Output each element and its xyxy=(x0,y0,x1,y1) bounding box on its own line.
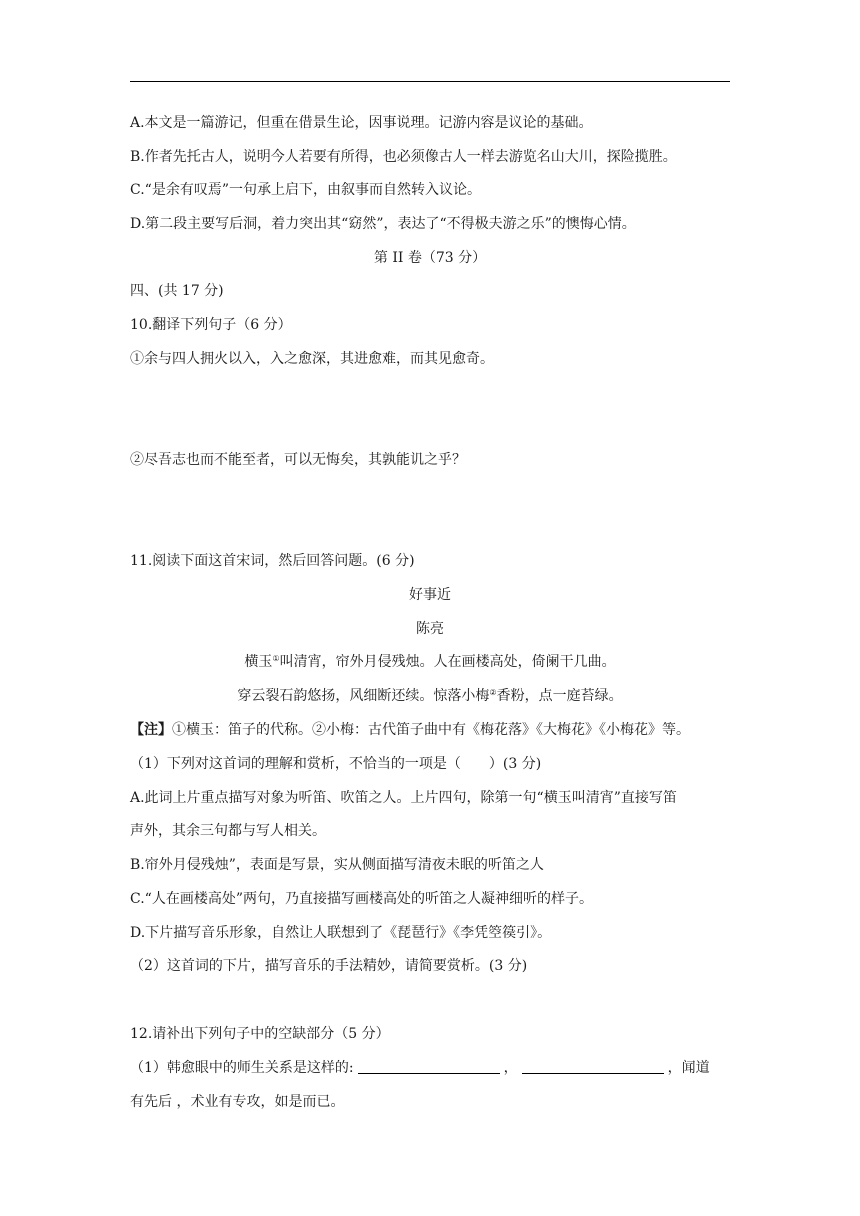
q12-line-2: 有先后 ，术业有专攻，如是而已。 xyxy=(130,1094,345,1110)
q12-line-1-prefix: （1）韩愈眼中的师生关系是这样的: xyxy=(130,1060,354,1076)
poem-line-1-a: 横玉 xyxy=(244,654,273,670)
q12-line-1-suffix: ，闻道 xyxy=(667,1060,710,1076)
q9-option-a: A.本文是一篇游记，但重在借景生论，因事说理。记游内容是议论的基础。 xyxy=(130,115,593,131)
q10-sentence-2: ②尽吾志也而不能至者，可以无悔矣，其孰能讥之乎？ xyxy=(130,452,466,468)
q12-line-1 xyxy=(130,1058,710,1078)
poem-line-1-b: 叫清宵，帘外月侵残烛。人在画楼高处，倚阑干几曲。 xyxy=(279,654,616,670)
footnote-ref-2: ② xyxy=(489,688,497,697)
note-label: 【注】 xyxy=(130,722,172,738)
poem-title: 好事近 xyxy=(409,587,451,603)
poem-author: 陈亮 xyxy=(416,621,444,637)
footnote-ref-1: ① xyxy=(272,654,280,663)
q12-sep: ， xyxy=(503,1060,518,1076)
poem-line-2-a: 穿云裂石韵悠扬，风细断还续。惊落小梅 xyxy=(237,688,490,704)
q11-sub1: （1）下列对这首词的理解和赏析，不恰当的一项是（ ）(3 分) xyxy=(130,756,542,772)
q12-title: 12.请补出下列句子中的空缺部分（5 分） xyxy=(130,1026,390,1042)
q9-option-c: C.“是余有叹焉”一句承上启下，由叙事而自然转入议论。 xyxy=(130,182,481,198)
q11-sub2: （2）这首词的下片，描写音乐的手法精妙，请简要赏析。(3 分) xyxy=(130,958,528,974)
header-rule xyxy=(130,81,730,82)
poem-line-1 xyxy=(130,652,730,672)
q11-title: 11.阅读下面这首宋词，然后回答问题。(6 分) xyxy=(130,553,415,569)
q11-option-b: B.帘外月侵残烛”，表面是写景，实从侧面描写清夜未眠的听笛之人 xyxy=(130,857,544,873)
poem-line-2-b: 香粉，点一庭苔绿。 xyxy=(496,688,623,704)
section4-title: 四、(共 17 分) xyxy=(130,283,224,299)
q10-title: 10.翻译下列句子（6 分） xyxy=(130,317,292,333)
q11-option-a-line2: 声外，其余三句都与写人相关。 xyxy=(130,823,326,839)
poem-note xyxy=(130,720,690,740)
q11-option-c: C.“人在画楼高处”两句，乃直接描写画楼高处的听笛之人凝神细听的样子。 xyxy=(130,891,593,907)
q11-option-a-line1: A.此词上片重点描写对象为听笛、吹笛之人。上片四句，除第一句“横玉叫清宵”直接写笛 xyxy=(130,790,677,806)
fill-blank-1[interactable] xyxy=(358,1059,500,1074)
q10-sentence-1: ①余与四人拥火以入，入之愈深，其进愈难，而其见愈奇。 xyxy=(130,351,494,367)
q9-option-d: D.第二段主要写后洞，着力突出其“窈然”，表达了“不得极夫游之乐”的懊悔心情。 xyxy=(130,216,636,232)
poem-line-2 xyxy=(130,686,730,706)
volume2-title: 第 II 卷（73 分） xyxy=(373,250,487,266)
q9-option-b: B.作者先托古人，说明今人若要有所得，也必须像古人一样去游览名山大川，探险揽胜。 xyxy=(130,149,677,165)
q11-option-d: D.下片描写音乐形象，自然让人联想到了《琵琶行》《李凭箜篌引》。 xyxy=(130,925,552,941)
fill-blank-2[interactable] xyxy=(522,1059,664,1074)
note-text: ①横玉：笛子的代称。②小梅：古代笛子曲中有《梅花落》《大梅花》《小梅花》等。 xyxy=(172,722,690,738)
